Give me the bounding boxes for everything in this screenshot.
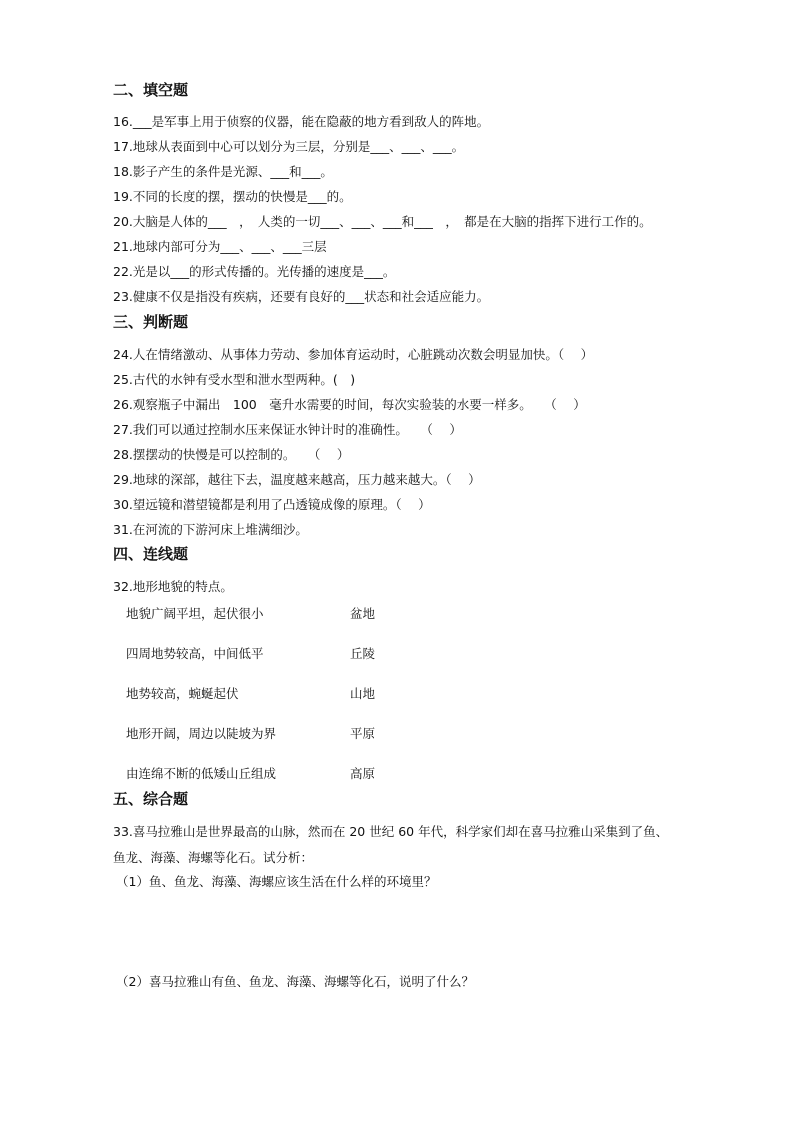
question-33-sub-1: （1）鱼、鱼龙、海藻、海螺应该生活在什么样的环境里？ xyxy=(116,874,437,889)
question-29: 29.地球的深部，越往下去，温度越来越高，压力越来越大。（ ） xyxy=(113,472,481,487)
question-33-line-1: 33.喜马拉雅山是世界最高的山脉，然而在 20 世纪 60 年代，科学家们却在喜马拉雅山采集到了鱼、 xyxy=(113,824,669,839)
question-33-line-2: 鱼龙、海藻、海螺等化石。试分析： xyxy=(113,850,314,865)
question-18: 18.影子产生的条件是光源、___和___。 xyxy=(113,164,333,179)
question-32: 32.地形地貌的特点。 xyxy=(113,579,233,594)
question-25: 25.古代的水钟有受水型和泄水型两种。( ) xyxy=(113,372,356,387)
question-33-sub-2: （2）喜马拉雅山有鱼、鱼龙、海藻、海螺等化石，说明了什么？ xyxy=(116,974,474,989)
section-comprehensive-title: 五、综合题 xyxy=(113,790,189,808)
question-28: 28.摆摆动的快慢是可以控制的。 （ ） xyxy=(113,447,350,462)
question-21: 21.地球内部可分为___、___、___三层 xyxy=(113,239,327,254)
matching-left-item: 地形开阔，周边以陡坡为界 xyxy=(126,726,277,741)
question-31: 31.在河流的下游河床上堆满细沙。 xyxy=(113,522,308,537)
section-fill-blank-title: 二、填空题 xyxy=(113,81,189,99)
question-20: 20.大脑是人体的___ ， 人类的一切___、___、___和___ ， 都是在大脑的指挥下进行工作的。 xyxy=(113,214,652,229)
section-true-false-title: 三、判断题 xyxy=(113,313,189,331)
question-16: 16.___是军事上用于侦察的仪器，能在隐蔽的地方看到敌人的阵地。 xyxy=(113,114,490,129)
matching-left-item: 地势较高，蜿蜒起伏 xyxy=(126,686,239,701)
matching-right-item: 平原 xyxy=(350,726,376,741)
matching-left-item: 四周地势较高，中间低平 xyxy=(126,646,264,661)
matching-left-item: 由连绵不断的低矮山丘组成 xyxy=(126,766,277,781)
question-19: 19.不同的长度的摆，摆动的快慢是___的。 xyxy=(113,189,352,204)
matching-right-item: 丘陵 xyxy=(350,646,376,661)
question-27: 27.我们可以通过控制水压来保证水钟计时的准确性。 （ ） xyxy=(113,422,462,437)
question-26: 26.观察瓶子中漏出 100 毫升水需要的时间，每次实验装的水要一样多。 （ ） xyxy=(113,397,586,412)
question-17: 17.地球从表面到中心可以划分为三层，分别是___、___、___。 xyxy=(113,139,465,154)
matching-left-item: 地貌广阔平坦，起伏很小 xyxy=(126,606,264,621)
question-23: 23.健康不仅是指没有疾病，还要有良好的___状态和社会适应能力。 xyxy=(113,289,490,304)
question-22: 22.光是以___的形式传播的。光传播的速度是___。 xyxy=(113,264,396,279)
question-30: 30.望远镜和潜望镜都是利用了凸透镜成像的原理。（ ） xyxy=(113,497,431,512)
matching-right-item: 高原 xyxy=(350,766,376,781)
matching-right-item: 山地 xyxy=(350,686,376,701)
matching-right-item: 盆地 xyxy=(350,606,376,621)
question-24: 24.人在情绪激动、从事体力劳动、参加体育运动时，心脏跳动次数会明显加快。（ ） xyxy=(113,347,594,362)
section-matching-title: 四、连线题 xyxy=(113,545,189,563)
